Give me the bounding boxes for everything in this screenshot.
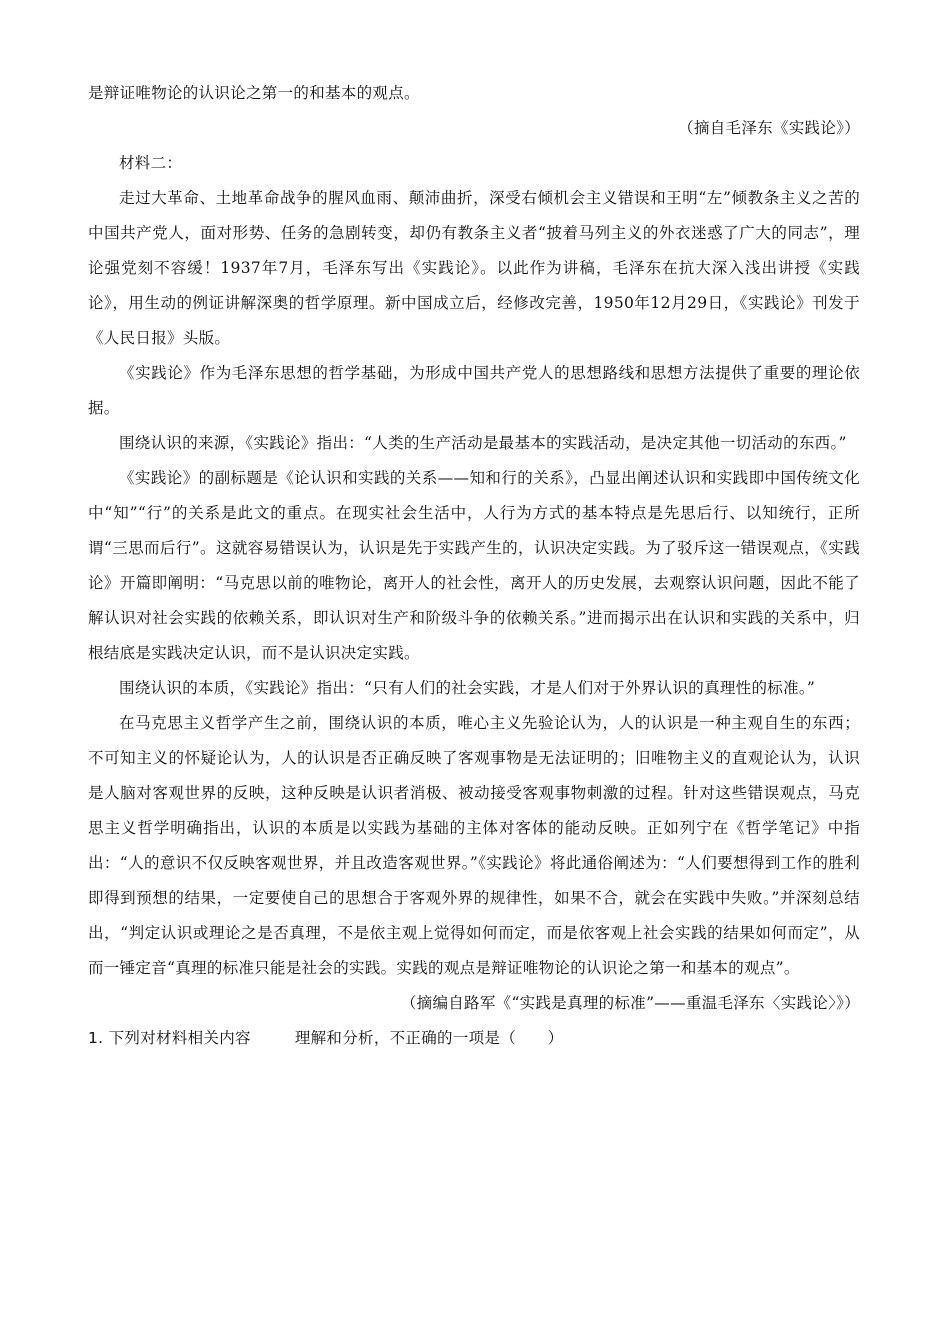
- paragraph-source-of-knowledge: 围绕认识的来源，《实践论》指出：“人类的生产活动是最基本的实践活动，是决定其他一切活动的东西。”: [119, 434, 847, 452]
- paragraph-subtitle: 《实践论》的副标题是《论认识和实践的关系——知和行的关系》，凸显出阐述认识和实践即中国传统文化中“知”“行”的关系是此文的重点。在现实社会生活中，人行为方式的基本特点是先思后行、以知统行，正所谓“三思而后行”。这就容易错误认为，认识是先于实践产生的，认识决定实践。为了驳斥这一错误观点，《实践论》开篇即阐明：“马克思以前的唯物论，离开人的社会性，离开人的历史发展，去观察认识问题，因此不能了解认识对社会实践的依赖关系，即认识对生产和阶级斗争的依赖关系。”进而揭示出在认识和实践的关系中，归根结底是实践决定认识，而不是认识决定实践。: [88, 469, 860, 662]
- question-1: [88, 1021, 860, 1056]
- question-1-part1: 1. 下列对材料相关内容: [88, 1029, 251, 1047]
- paragraph-history: 走过大革命、土地革命战争的腥风血雨、颠沛曲折，深受右倾机会主义错误和王明“左”倾教条主义之苦的中国共产党人，面对形势、任务的急剧转变，却仍有教条主义者“披着马列主义的外衣迷惑了广大的同志”，理论强党刻不容缓！1937年7月，毛泽东写出《实践论》。以此作为讲稿，毛泽东在抗大深入浅出讲授《实践论》，用生动的例证讲解深奥的哲学原理。新中国成立后，经修改完善，1950年12月29日，《实践论》刊发于《人民日报》头版。: [88, 189, 860, 347]
- paragraph-carryover: 是辩证唯物论的认识论之第一的和基本的观点。: [88, 84, 420, 102]
- paragraph-essence-quote: 围绕认识的本质，《实践论》指出：“只有人们的社会实践，才是人们对于外界认识的真理性的标准。”: [119, 679, 816, 697]
- document-body: [88, 76, 860, 1056]
- material-two-heading: 材料二：: [119, 154, 183, 172]
- paragraph-essence-analysis: 在马克思主义哲学产生之前，围绕认识的本质，唯心主义先验论认为，人的认识是一种主观自生的东西；不可知主义的怀疑论认为，人的认识是否正确反映了客观事物是无法证明的；旧唯物主义的直观论认为，认识是人脑对客观世界的反映，这种反映是认识者消极、被动接受客观事物刺激的过程。针对这些错误观点，马克思主义哲学明确指出，认识的本质是以实践为基础的主体对客体的能动反映。正如列宁在《哲学笔记》中指出：“人的意识不仅反映客观世界，并且改造客观世界。”《实践论》将此通俗阐述为：“人们要想得到工作的胜利即得到预想的结果，一定要使自己的思想合于客观外界的规律性，如果不合，就会在实践中失败。”并深刻总结出，“判定认识或理论之是否真理，不是依主观上觉得如何而定，而是依客观上社会实践的结果如何而定”，从而一锤定音“真理的标准只能是社会的实践。实践的观点是辩证唯物论的认识论之第一和基本的观点”。: [88, 714, 860, 977]
- question-1-part2: 理解和分析，不正确的一项是（ ）: [294, 1029, 564, 1047]
- source-citation-2: （摘编自路军《“实践是真理的标准”——重温毛泽东〈实践论〉》）: [400, 994, 860, 1012]
- paragraph-foundation: 《实践论》作为毛泽东思想的哲学基础，为形成中国共产党人的思想路线和思想方法提供了重要的理论依据。: [88, 364, 860, 417]
- source-citation-1: （摘自毛泽东《实践论》）: [678, 119, 860, 137]
